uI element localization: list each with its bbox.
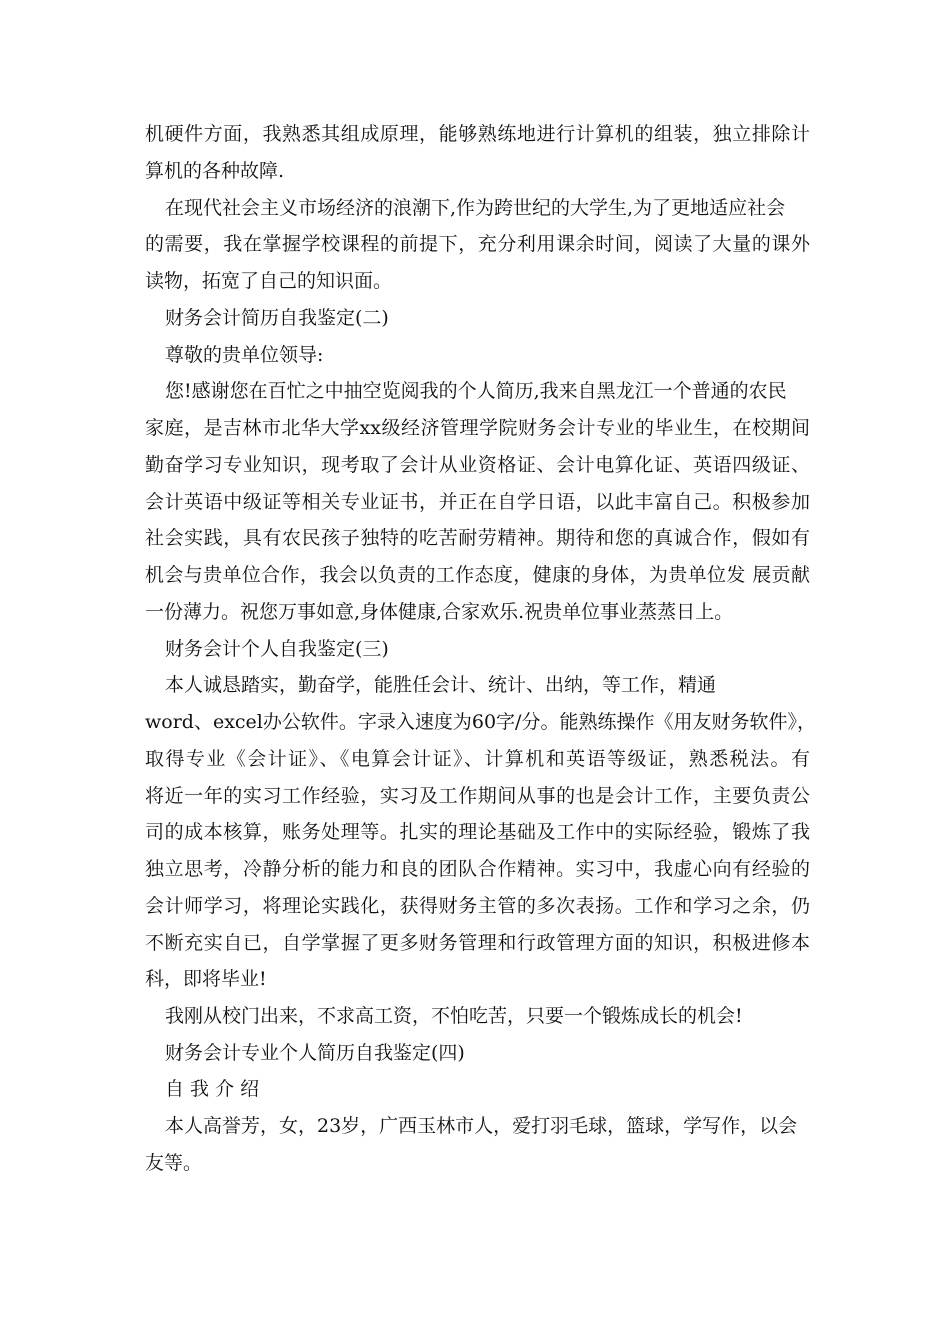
text-line: 不断充实自已，自学掌握了更多财务管理和行政管理方面的知识，积极进修本 bbox=[145, 932, 810, 954]
text-line: 家庭，是吉林市北华大学xx级经济管理学院财务会计专业的毕业生，在校期间 bbox=[145, 417, 810, 439]
text-line: 的需要，我在掌握学校课程的前提下，充分利用课余时间，阅读了大量的课外 bbox=[145, 233, 810, 255]
text-line: 我刚从校门出来，不求高工资，不怕吃苦，只要一个锻炼成长的机会! bbox=[165, 1005, 743, 1027]
text-line: 在现代社会主义市场经济的浪潮下,作为跨世纪的大学生,为了更地适应社会 bbox=[165, 197, 786, 219]
text-line: 一份薄力。祝您万事如意,身体健康,合家欢乐.祝贵单位事业蒸蒸日上。 bbox=[145, 601, 734, 623]
text-line: 会计师学习，将理论实践化，获得财务主管的多次表扬。工作和学习之余，仍 bbox=[145, 895, 810, 917]
text-line: 本人诚恳踏实，勤奋学，能胜任会计、统计、出纳，等工作，精通 bbox=[165, 674, 717, 696]
text-line: 取得专业《会计证》、《电算会计证》、计算机和英语等级证，熟悉税法。有 bbox=[145, 748, 810, 770]
text-line: 会计英语中级证等相关专业证书，并正在自学日语，以此丰富自己。积极参加 bbox=[145, 491, 810, 513]
text-line: 社会实践，具有农民孩子独特的吃苦耐劳精神。期待和您的真诚合作，假如有 bbox=[145, 527, 810, 549]
section-heading: 财务会计个人自我鉴定(三) bbox=[165, 638, 389, 660]
subheading: 自 我 介 绍 bbox=[165, 1078, 260, 1100]
text-line: 司的成本核算，账务处理等。扎实的理论基础及工作中的实际经验，锻炼了我 bbox=[145, 821, 810, 843]
text-line: word、excel办公软件。字录入速度为60字/分。能熟练操作《用友财务软件》， bbox=[145, 711, 816, 733]
text-line: 勤奋学习专业知识，现考取了会计从业资格证、会计电算化证、英语四级证、 bbox=[145, 454, 810, 476]
text-line: 您!感谢您在百忙之中抽空览阅我的个人简历,我来自黑龙江一个普通的农民 bbox=[165, 380, 787, 402]
text-line: 独立思考，冷静分析的能力和良的团队合作精神。实习中，我虚心向有经验的 bbox=[145, 858, 810, 880]
section-heading: 财务会计专业个人简历自我鉴定(四) bbox=[165, 1042, 465, 1064]
text-line: 机会与贵单位合作，我会以负责的工作态度，健康的身体，为贵单位发 展贡献 bbox=[145, 564, 810, 586]
text-line: 机硬件方面，我熟悉其组成原理，能够熟练地进行计算机的组装，独立排除计 bbox=[145, 123, 810, 145]
text-line: 友等。 bbox=[145, 1152, 203, 1174]
text-line: 本人高誉芳，女，23岁，广西玉林市人，爱打羽毛球，篮球，学写作，以会 bbox=[165, 1115, 798, 1137]
text-line: 算机的各种故障. bbox=[145, 160, 285, 182]
salutation: 尊敬的贵单位领导: bbox=[165, 344, 324, 366]
text-line: 科，即将毕业! bbox=[145, 968, 267, 990]
text-line: 读物，拓宽了自己的知识面。 bbox=[145, 270, 393, 292]
text-line: 将近一年的实习工作经验，实习及工作期间从事的也是会计工作，主要负责公 bbox=[145, 785, 810, 807]
section-heading: 财务会计简历自我鉴定(二) bbox=[165, 307, 389, 329]
